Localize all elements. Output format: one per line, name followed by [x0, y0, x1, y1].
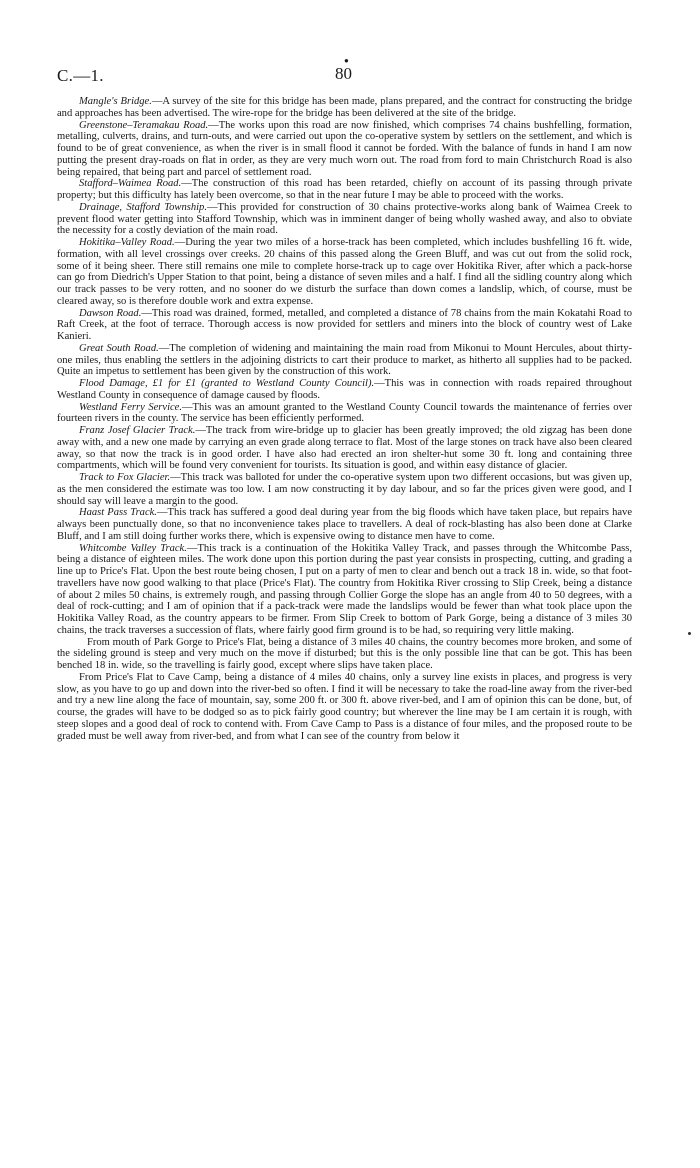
document-page	[57, 56, 633, 742]
section-heading: Drainage, Stafford Township.	[79, 201, 207, 213]
paragraph	[57, 202, 632, 237]
section-text: —A survey of the site for this bridge has been made, plans prepared, and the contract for constructing the bridge and approaches has been advertised. The wire-rope for the bridge has been delivered at the site of the bridge.	[57, 96, 632, 119]
section-heading: Whitcombe Valley Track.	[79, 542, 187, 554]
section-heading: Dawson Road.	[79, 307, 142, 319]
page-number: 80	[335, 64, 352, 83]
document-body	[57, 96, 632, 742]
page-dot-mark: ●	[344, 56, 349, 65]
paragraph	[57, 237, 632, 308]
section-text: —This track has suffered a good deal during year from the big floods which have taken place, but repairs have always been punctually done, so that no inconvenience takes place to travellers. A deal of rock-blasting has also been done at Clarke Bluff, and I am still doing further works there, which is expensive owing to distance men have to come.	[57, 507, 633, 542]
page-header	[57, 58, 632, 88]
section-heading: Franz Josef Glacier Track.	[79, 425, 196, 436]
section-text: —The works upon this road are now finished, which comprises 74 chains bushfelling, formation, metalling, culverts, drains, and turn-outs, and were carried out upon the co-operative system by settlers on the settlement, and which is found to be of great convenience, as when the river is in small flood it cannot be forded. With the balance of funds in hand I am now putting the present dray-roads on flat in order, as they are very much worn out. The road from ford to main Christchurch Road is also being repaired, that being part and parcel of settlement road.	[57, 119, 632, 178]
paragraph	[57, 425, 632, 472]
document-reference: C.—1.	[57, 66, 104, 85]
paragraph	[57, 637, 632, 672]
section-text: —The track from wire-bridge up to glacier has been greatly improved; the old zigzag has been done away with, and a new one made by carrying an even grade along terrace to flat. Most of the large stones on track have also been cleared away, so that now the track is in good order. I have also had erected an iron shelter-hut some 30 ft. long and containing three compartments, which will be found very convenient for tourists. Its situation is good, and within easy distance of glacier.	[57, 425, 632, 472]
section-heading: Westland Ferry Service.	[79, 401, 182, 413]
section-text: —This track is a continuation of the Hokitika Valley Track, and passes through the Whitcombe Pass, being a distance of eighteen miles. The work done upon this portion during the past year consists in prospecting, cutting, and grading a line up to Price's Flat. Upon the best route being chosen, I put on a party of men to clear and bench out a track 18 in. wide, so that foot-travellers have now good walking to that place (Price's Flat). The country from Hokitika River crossing to Slip Creek, being a distance of about 2 miles 50 chains, is extremely rough, and passing through Collier Gorge the slope has an angle from 40 to 50 degrees, with a deal of rock-cutting; and I am of opinion that if a pack-track were made the landslips would be fewer than what took place upon the Hokitika Valley Road, as the country appears to be firmer. From Slip Creek to bottom of Park Gorge, being a distance of 3 miles 30 chains, the track traverses a succession of flats, where fairly good firm ground is to be had, so requiring very little making.	[57, 542, 633, 636]
paragraph	[57, 343, 632, 378]
section-heading: Hokitika–Valley Road.	[79, 237, 175, 248]
margin-dot-mark	[688, 632, 691, 635]
section-text: —This was an amount granted to the Westland County Council towards the maintenance of ferries over fourteen rivers in the county. The service has been efficiently performed.	[57, 401, 632, 425]
paragraph	[57, 378, 632, 402]
paragraph	[57, 402, 632, 426]
section-text: —The completion of widening and maintaining the main road from Mikonui to Mount Hercules, about thirty-one miles, thus enabling the settlers in the adjoining districts to cart their produce to market, as hitherto all supplies had to be packed. Quite an impetus to settlement has been given by the construction of this work.	[57, 342, 632, 378]
section-heading: Mangle's Bridge.	[79, 96, 152, 107]
section-heading: Track to Fox Glacier.	[79, 472, 171, 483]
section-heading: Flood Damage, £1 for £1 (granted to Westland County Council).	[79, 378, 375, 389]
section-text: —This provided for construction of 30 chains protective-works along bank of Waimea Creek to prevent flood water getting into Stafford Township, which was in imminent danger of being wholly washed away, and also to obviate the necessity for a costly deviation of the main road.	[57, 201, 632, 237]
section-text: —The construction of this road has been retarded, chiefly on account of its passing through private property; but this difficulty has lately been overcome, so that in the near future I may be able to proceed with the works.	[57, 178, 633, 201]
section-heading: Stafford–Waimea Road.	[79, 178, 182, 190]
section-text: —This track was balloted for under the co-operative system upon two different occasions, but was given up, as the men considered the estimate was too low. I am now constructing it by day labour, and so far the prices given were good, and I should say will leave a margin to the good.	[57, 472, 632, 507]
paragraph	[57, 472, 632, 507]
paragraph-text: From Price's Flat to Cave Camp, being a distance of 4 miles 40 chains, only a survey line exists in places, and progress is very slow, as you have to go up and down into the river-bed so often. I find it will be necessary to take the road-line away from the river-bed and try a new line along the face of mountain, say, some 200 ft. or 300 ft. above river-bed, and I am of opinion this can be done, but, of course, the grades will have to be dodged so as to pick fairly good country; but wherever the line may be I am certain it is rough, with steep slopes and a good deal of rock to contend with. From Cave Camp to Pass is a distance of four miles, and the proposed route to be graded must be well away from river-bed, and from what I can see of the country from below it	[57, 671, 632, 742]
section-text: —During the year two miles of a horse-track has been completed, which includes bushfelling 16 ft. wide, formation, with all level crossings over creeks. 20 chains of this passed along the Green Bluff, and was cut out from the solid rock, some of it being sheer. There still remains one mile to complete horse-track up to cage over Hokitika River, after which a pack-horse can go from Diedrich's Upper Station to that point, being a distance of seven miles and a half. I find all the sidling country along which our track passes to be very rotten, and no sooner do we disturb the surface than down comes a landslip, which, of course, must be cleared away, so is therefore double work and extra expense.	[57, 237, 632, 307]
section-heading: Greenstone–Teramakau Road.	[79, 119, 209, 131]
section-heading: Haast Pass Track.	[79, 507, 157, 519]
paragraph	[57, 120, 632, 179]
section-heading: Great South Road.	[79, 342, 159, 354]
paragraph	[57, 543, 632, 637]
paragraph	[57, 96, 632, 120]
paragraph	[57, 308, 632, 343]
paragraph	[57, 507, 632, 542]
section-text: —This road was drained, formed, metalled, and completed a distance of 78 chains from the main Kokatahi Road to Raft Creek, at the foot of terrace. Thorough access is now provided for settlers and miners into the block of country west of Lake Kanieri.	[57, 307, 632, 342]
section-text: —This was in connection with roads repaired throughout Westland County in consequence of damage caused by floods.	[57, 378, 632, 401]
paragraph	[57, 178, 632, 202]
paragraph-text: From mouth of Park Gorge to Price's Flat, being a distance of 3 miles 40 chains, the country becomes more broken, and some of the sideling ground is steep and very much on the move if disturbed; but this is the only possible line that can be got. This has been benched 18 in. wide, so the travelling is fairly good, except where slips have taken place.	[57, 636, 632, 671]
paragraph	[57, 672, 632, 743]
